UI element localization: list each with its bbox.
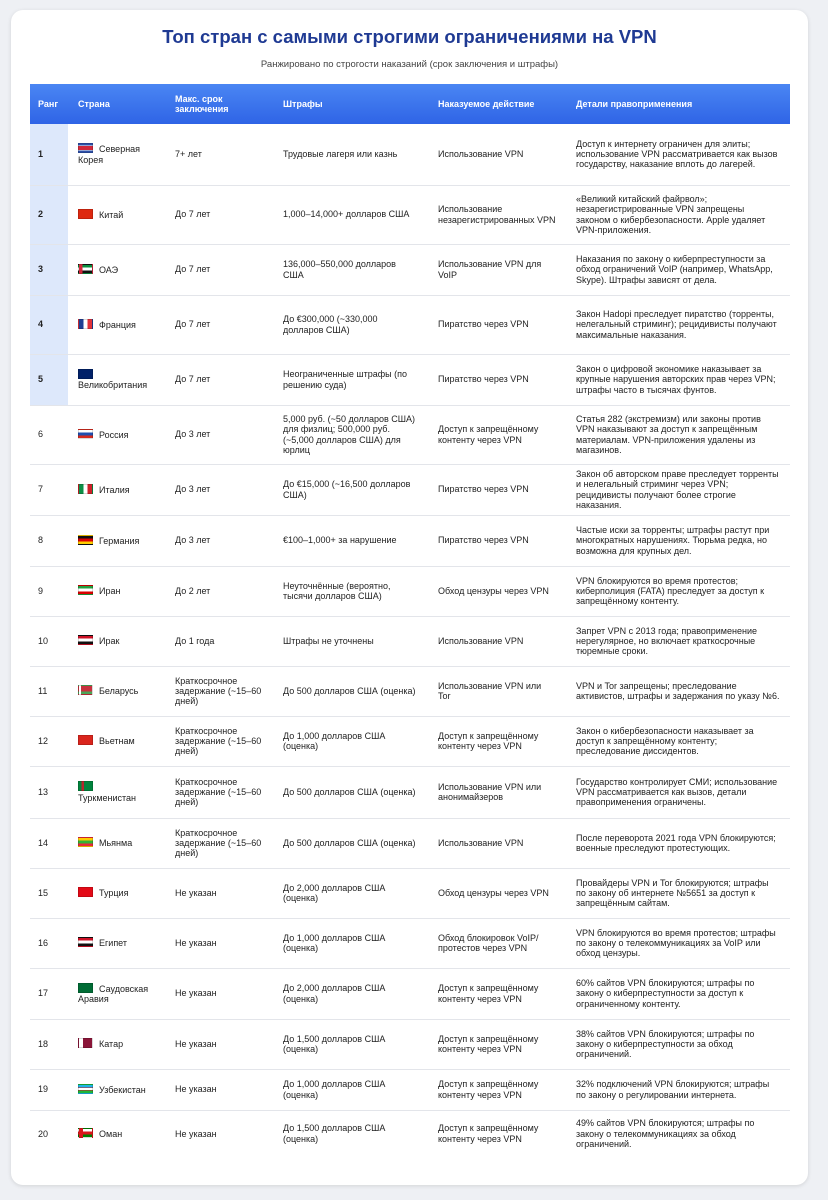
prison-cell: До 3 лет	[165, 464, 273, 515]
uae-flag-icon	[78, 264, 93, 274]
country-name: ОАЭ	[99, 264, 119, 275]
rank-cell: 8	[30, 515, 68, 566]
prison-cell: До 3 лет	[165, 515, 273, 566]
table-row	[30, 818, 790, 868]
iraq-flag-icon	[78, 635, 93, 645]
rank-cell: 17	[30, 968, 68, 1019]
france-flag-icon	[78, 319, 93, 329]
prison-cell: Краткосрочное задержание (~15–60 дней)	[165, 666, 273, 716]
country-cell	[68, 124, 165, 185]
header-action[interactable]: Наказуемое действие	[428, 84, 566, 124]
rank-cell: 18	[30, 1019, 68, 1069]
header-details[interactable]: Детали правоприменения	[566, 84, 790, 124]
rank-cell: 6	[30, 405, 68, 464]
fines-cell: До 1,000 долларов США (оценка)	[273, 918, 428, 968]
prison-cell: До 7 лет	[165, 244, 273, 295]
rank-cell: 19	[30, 1069, 68, 1110]
country-cell	[68, 244, 165, 295]
iran-flag-icon	[78, 585, 93, 595]
fines-cell: Неуточнённые (вероятно, тысячи долларов США)	[273, 566, 428, 616]
turkmenistan-flag-icon	[78, 781, 93, 791]
country-name: Саудовская Аравия	[78, 983, 149, 1004]
action-cell: Доступ к запрещённому контенту через VPN	[428, 1069, 566, 1110]
fines-cell: €100–1,000+ за нарушение	[273, 515, 428, 566]
fines-cell: До €300,000 (~330,000 долларов США)	[273, 295, 428, 354]
table-row	[30, 666, 790, 716]
country-cell	[68, 666, 165, 716]
action-cell: Пиратство через VPN	[428, 464, 566, 515]
country-name: Узбекистан	[99, 1084, 146, 1095]
fines-cell: До 2,000 долларов США (оценка)	[273, 968, 428, 1019]
country-name: Туркменистан	[78, 792, 137, 803]
prison-cell: Краткосрочное задержание (~15–60 дней)	[165, 766, 273, 818]
table-row	[30, 515, 790, 566]
table-row	[30, 464, 790, 515]
country-cell	[68, 515, 165, 566]
details-cell: Провайдеры VPN и Tor блокируются; штрафы по закону об интернете №5651 за доступ к запрещённым сайтам.	[566, 868, 790, 918]
country-name: Оман	[99, 1129, 123, 1140]
turkey-flag-icon	[78, 887, 93, 897]
action-cell: Обход цензуры через VPN	[428, 566, 566, 616]
details-cell: VPN и Tor запрещены; преследование активистов, штрафы и задержания по указу №6.	[566, 666, 790, 716]
italy-flag-icon	[78, 484, 93, 494]
country-cell	[68, 185, 165, 244]
rank-cell: 1	[30, 124, 68, 185]
fines-cell: До 2,000 долларов США (оценка)	[273, 868, 428, 918]
page-title: Топ стран с самыми строгими ограничениями на VPN	[162, 26, 657, 47]
details-cell: Закон Hadopi преследует пиратство (торренты, нелегальный стриминг); рецидивисты получают максимальные наказания.	[566, 295, 790, 354]
page-subtitle: Ранжировано по строгости наказаний (срок заключения и штрафы)	[260, 59, 559, 70]
country-cell	[68, 968, 165, 1019]
country-cell	[68, 1019, 165, 1069]
qatar-flag-icon	[78, 1038, 93, 1048]
prison-cell: Не указан	[175, 1128, 217, 1139]
action-cell: Использование VPN	[428, 124, 566, 185]
country-name: Вьетнам	[99, 736, 135, 747]
details-cell: Закон об авторском праве преследует торренты и нелегальный стриминг через VPN; рецидивисты получают более строгие наказания.	[566, 464, 790, 515]
belarus-flag-icon	[78, 685, 93, 695]
fines-cell: До 1,500 долларов США (оценка)	[273, 1019, 428, 1069]
prison-cell: 7+ лет	[165, 124, 273, 185]
country-cell	[68, 405, 165, 464]
fines-cell: До 1,000 долларов США (оценка)	[273, 1069, 428, 1110]
vpn-restrictions-table	[30, 84, 790, 1157]
uk-flag-icon	[78, 369, 93, 379]
action-cell: Использование VPN для VoIP	[428, 244, 566, 295]
country-cell	[68, 716, 165, 766]
action-cell: Использование незарегистрированных VPN	[428, 185, 566, 244]
action-cell: Доступ к запрещённому контенту через VPN	[428, 1019, 566, 1069]
table-row	[30, 1069, 790, 1110]
fines-cell: До €15,000 (~16,500 долларов США)	[273, 464, 428, 515]
prison-cell: Не указан	[165, 1019, 273, 1069]
country-name: Иран	[99, 586, 121, 597]
table-row	[30, 566, 790, 616]
table-row	[30, 766, 790, 818]
header-country[interactable]: Страна	[68, 84, 165, 124]
table-row	[30, 868, 790, 918]
details-cell: 38% сайтов VPN блокируются; штрафы по закону о киберпреступности за обход ограничений.	[566, 1019, 790, 1069]
country-name: Италия	[99, 484, 130, 495]
table-row	[30, 616, 790, 666]
country-cell	[68, 464, 165, 515]
china-flag-icon	[78, 209, 93, 219]
uzbekistan-flag-icon	[78, 1084, 93, 1094]
prison-cell: Не указан	[165, 918, 273, 968]
prison-cell: До 3 лет	[165, 405, 273, 464]
north-korea-flag-icon	[78, 143, 93, 153]
country-cell	[68, 295, 165, 354]
prison-cell: До 7 лет	[165, 185, 273, 244]
country-cell	[68, 868, 165, 918]
country-cell	[68, 766, 165, 818]
prison-cell: До 7 лет	[165, 295, 273, 354]
country-name: Россия	[99, 429, 129, 440]
details-cell: Доступ к интернету ограничен для элиты; использование VPN рассматривается как вызов государству, наказание вплоть до лагерей.	[566, 124, 790, 185]
action-cell: Доступ к запрещённому контенту через VPN	[438, 1123, 539, 1144]
header-fines[interactable]: Штрафы	[273, 84, 428, 124]
table-body	[30, 124, 790, 1157]
fines-cell: До 500 долларов США (оценка)	[273, 766, 428, 818]
table-row	[30, 295, 790, 354]
country-name: Катар	[99, 1039, 124, 1050]
details-cell: После переворота 2021 года VPN блокируются; военные преследуют протестующих.	[566, 818, 790, 868]
action-cell: Пиратство через VPN	[428, 515, 566, 566]
table-row	[30, 354, 790, 405]
action-cell: Обход цензуры через VPN	[428, 868, 566, 918]
fines-cell: 1,000–14,000+ долларов США	[273, 185, 428, 244]
myanmar-flag-icon	[78, 837, 93, 847]
country-name: Ирак	[99, 636, 120, 647]
rank-cell: 20	[38, 1128, 49, 1139]
oman-flag-icon	[78, 1128, 93, 1138]
rank-cell: 2	[30, 185, 68, 244]
table-row	[30, 124, 790, 185]
action-cell: Доступ к запрещённому контенту через VPN	[428, 405, 566, 464]
action-cell: Доступ к запрещённому контенту через VPN	[428, 968, 566, 1019]
fines-cell: До 1,000 долларов США (оценка)	[273, 716, 428, 766]
country-name: Франция	[99, 319, 136, 330]
rank-cell: 3	[30, 244, 68, 295]
action-cell: Использование VPN или анонимайзеров	[428, 766, 566, 818]
action-cell: Пиратство через VPN	[428, 354, 566, 405]
country-name: Китай	[99, 209, 124, 220]
prison-cell: Краткосрочное задержание (~15–60 дней)	[165, 818, 273, 868]
details-cell: Закон о кибербезопасности наказывает за доступ к запрещённому контенту; преследование диссидентов.	[566, 716, 790, 766]
germany-flag-icon	[78, 535, 93, 545]
prison-cell: Не указан	[165, 868, 273, 918]
rank-cell: 4	[30, 295, 68, 354]
details-cell: Статья 282 (экстремизм) или законы против VPN наказывают за доступ к запрещённым материалам. VPN-приложения удалены из магазинов.	[566, 405, 790, 464]
details-cell: VPN блокируются во время протестов; штрафы по закону о телекоммуникациях за VoIP или обход цензуры.	[566, 918, 790, 968]
header-rank[interactable]: Ранг	[30, 84, 68, 124]
table-row	[30, 1110, 790, 1157]
fines-cell: До 1,500 долларов США (оценка)	[283, 1123, 386, 1144]
country-cell	[68, 818, 165, 868]
table-row	[30, 968, 790, 1019]
country-name: Беларусь	[99, 686, 139, 697]
country-cell	[68, 354, 165, 405]
details-cell: Наказания по закону о киберпреступности за обход ограничений VoIP (например, WhatsApp, Skype). Штрафы зависят от дела.	[566, 244, 790, 295]
prison-cell: Не указан	[165, 968, 273, 1019]
table-row	[30, 185, 790, 244]
action-cell: Использование VPN или Tor	[428, 666, 566, 716]
rank-cell: 16	[30, 918, 68, 968]
details-cell: Государство контролирует СМИ; использование VPN рассматривается как вызов, детали правоприменения ограничены.	[566, 766, 790, 818]
country-name: Великобритания	[78, 380, 148, 390]
rank-cell: 11	[30, 666, 68, 716]
action-cell: Пиратство через VPN	[428, 295, 566, 354]
country-cell	[68, 1069, 165, 1110]
details-cell: «Великий китайский файрвол»; незарегистрированные VPN запрещены законом о кибербезопасности. Apple удаляет VPN-приложения.	[566, 185, 790, 244]
details-cell: 60% сайтов VPN блокируются; штрафы по закону о киберпреступности за доступ к ограниченному контенту.	[566, 968, 790, 1019]
country-name: Египет	[99, 938, 128, 949]
country-name: Мьянма	[99, 838, 133, 849]
country-cell	[68, 616, 165, 666]
action-cell: Использование VPN	[428, 818, 566, 868]
rank-cell: 7	[30, 464, 68, 515]
rank-cell: 13	[30, 766, 68, 818]
country-cell	[68, 1110, 165, 1157]
fines-cell: Трудовые лагеря или казнь	[273, 124, 428, 185]
fines-cell: Штрафы не уточнены	[273, 616, 428, 666]
table-row	[30, 918, 790, 968]
rank-cell: 5	[30, 354, 68, 405]
fines-cell: 5,000 руб. (~50 долларов США) для физлиц; 500,000 руб. (~5,000 долларов США) для юрлиц	[273, 405, 428, 464]
country-name: Германия	[99, 535, 140, 546]
country-cell	[68, 918, 165, 968]
prison-cell: Краткосрочное задержание (~15–60 дней)	[165, 716, 273, 766]
table-row	[30, 1019, 790, 1069]
details-cell: 49% сайтов VPN блокируются; штрафы по закону о телекоммуникациях за обход ограничений.	[576, 1118, 755, 1149]
prison-cell: До 1 года	[165, 616, 273, 666]
details-cell: 32% подключений VPN блокируются; штрафы по закону о регулировании интернета.	[566, 1069, 790, 1110]
table-row	[30, 405, 790, 464]
rank-cell: 15	[30, 868, 68, 918]
prison-cell: Не указан	[165, 1069, 273, 1110]
rank-cell: 9	[30, 566, 68, 616]
country-cell	[68, 566, 165, 616]
vietnam-flag-icon	[78, 735, 93, 745]
details-cell: Частые иски за торренты; штрафы растут при многократных нарушениях. Тюрьма редка, но возможна для крупных дел.	[566, 515, 790, 566]
rank-cell: 10	[30, 616, 68, 666]
russia-flag-icon	[78, 429, 93, 439]
report-card	[11, 10, 808, 1185]
table-row	[30, 244, 790, 295]
header-prison[interactable]: Макс. срок заключения	[165, 84, 273, 124]
table-header-row	[30, 84, 790, 124]
rank-cell: 12	[30, 716, 68, 766]
prison-cell: До 7 лет	[165, 354, 273, 405]
fines-cell: До 500 долларов США (оценка)	[273, 666, 428, 716]
details-cell: Закон о цифровой экономике наказывает за крупные нарушения авторских прав через VPN; штрафы часто в тысячах фунтов.	[566, 354, 790, 405]
details-cell: Запрет VPN с 2013 года; правоприменение нерегулярное, но включает краткосрочные тюремные сроки.	[566, 616, 790, 666]
fines-cell: Неограниченные штрафы (по решению суда)	[273, 354, 428, 405]
action-cell: Использование VPN	[428, 616, 566, 666]
saudi-arabia-flag-icon	[78, 983, 93, 993]
rank-cell: 14	[30, 818, 68, 868]
fines-cell: До 500 долларов США (оценка)	[273, 818, 428, 868]
fines-cell: 136,000–550,000 долларов США	[273, 244, 428, 295]
details-cell: VPN блокируются во время протестов; киберполиция (FATA) преследует за доступ к запрещённому контенту.	[566, 566, 790, 616]
country-name: Северная Корея	[78, 144, 141, 165]
egypt-flag-icon	[78, 937, 93, 947]
action-cell: Обход блокировок VoIP/протестов через VPN	[428, 918, 566, 968]
action-cell: Доступ к запрещённому контенту через VPN	[428, 716, 566, 766]
table-row	[30, 716, 790, 766]
country-name: Турция	[99, 888, 129, 899]
prison-cell: До 2 лет	[165, 566, 273, 616]
